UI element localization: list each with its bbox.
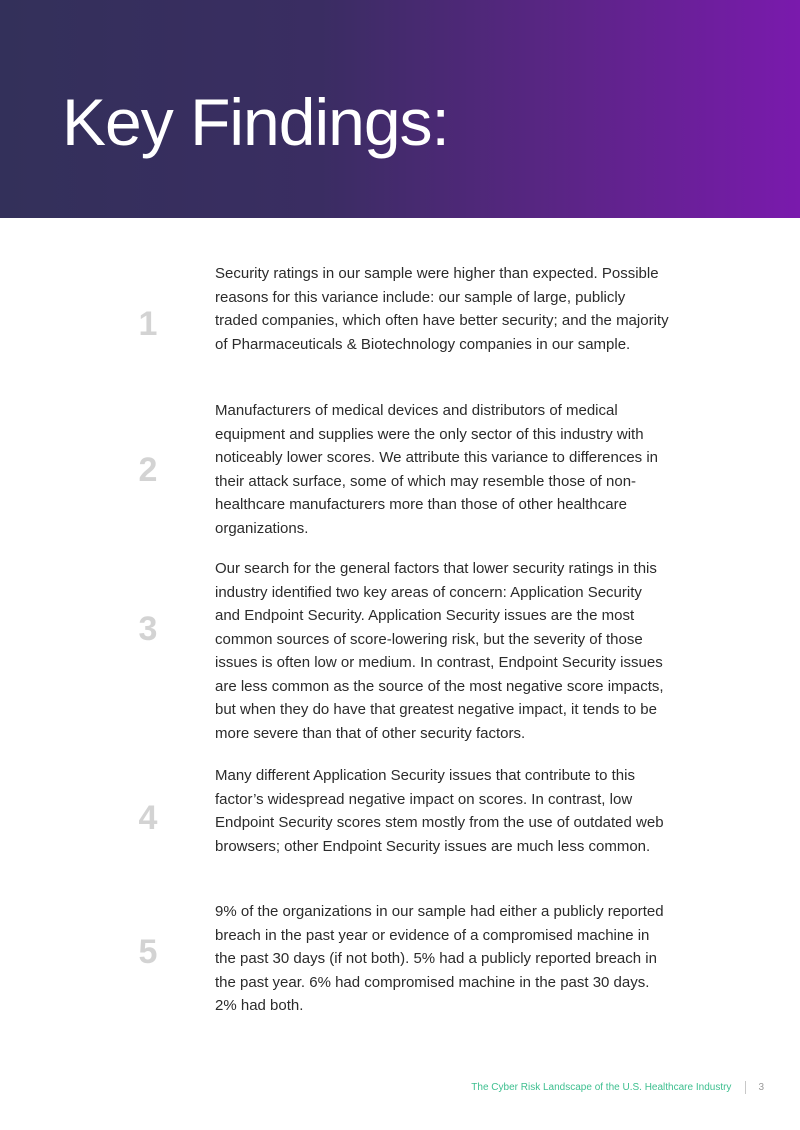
finding-number: 1	[138, 305, 158, 343]
finding-number: 3	[138, 610, 158, 648]
finding-number: 5	[138, 933, 158, 971]
page-number: 3	[758, 1081, 764, 1093]
page-title: Key Findings:	[62, 85, 449, 159]
finding-text: Our search for the general factors that lower security ratings in this industry identified two key areas of concern: Application Security and Endpoint Security. Application Security issues are the most common sources of score-lowering risk, but the severity of those issues is often low or medium. In contrast, Endpoint Security issues are less common as the source of the most negative score impacts, but when they do have that greatest negative impact, it tends to be more severe than that of other security factors.	[215, 560, 664, 742]
finding-text: Manufacturers of medical devices and distributors of medical equipment and supplies were the only sector of this industry with noticeably lower scores. We attribute this variance to differences in their attack surface, some of which may resemble those of non-healthcare manufacturers more than those of other healthcare organizations.	[215, 402, 658, 537]
header-banner	[0, 0, 800, 218]
footer-report-title: The Cyber Risk Landscape of the U.S. Healthcare Industry	[471, 1081, 732, 1093]
finding-number: 4	[138, 799, 158, 837]
finding-text: Many different Application Security issues that contribute to this factor’s widespread negative impact on scores. In contrast, low Endpoint Security scores stem mostly from the use of outdated web browsers; other Endpoint Security issues are much less common.	[215, 767, 664, 855]
finding-text: Security ratings in our sample were higher than expected. Possible reasons for this variance include: our sample of large, publicly traded companies, which often have better security; and the majority of Pharmaceuticals & Biotechnology companies in our sample.	[215, 265, 669, 353]
footer-divider	[745, 1081, 746, 1094]
finding-text: 9% of the organizations in our sample had either a publicly reported breach in the past year or evidence of a compromised machine in the past 30 days (if not both). 5% had a publicly reported breach in the past year. 6% had compromised machine in the past 30 days. 2% had both.	[215, 903, 664, 1014]
finding-number: 2	[138, 451, 158, 489]
page-footer	[471, 1078, 764, 1096]
